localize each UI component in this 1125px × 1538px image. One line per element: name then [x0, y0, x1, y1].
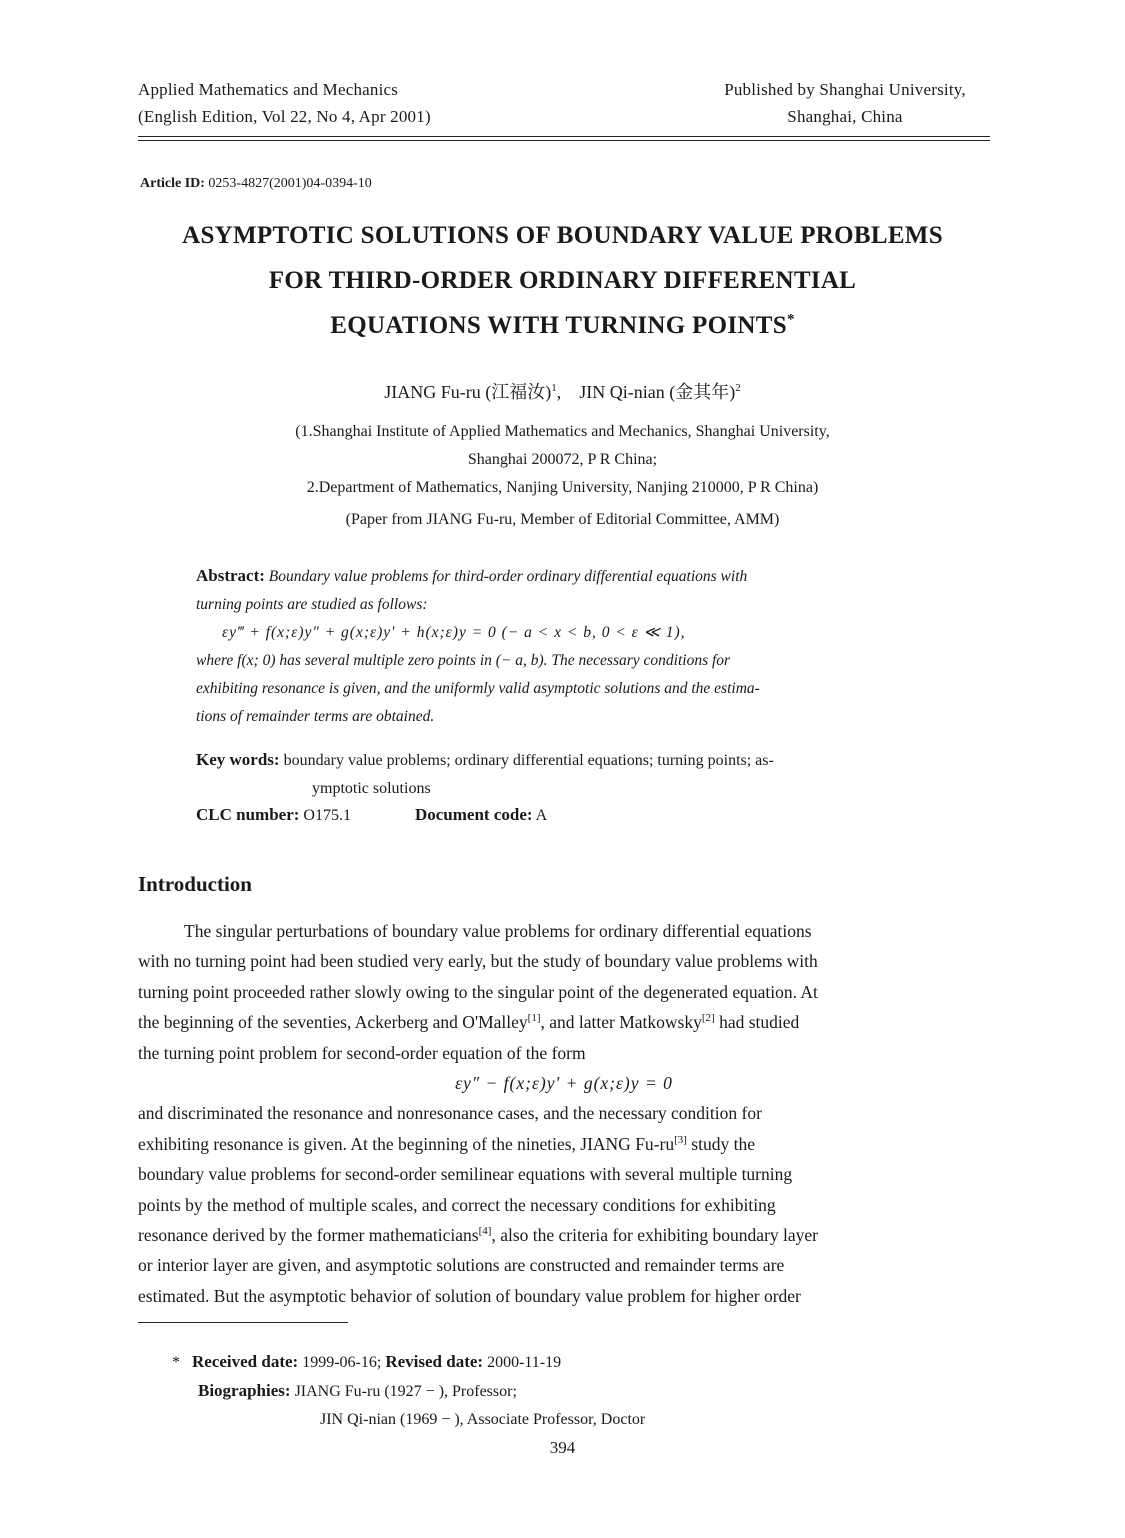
journal-edition: (English Edition, Vol 22, No 4, Apr 2001) — [138, 107, 431, 126]
keywords-line-2: ymptotic solutions — [312, 780, 431, 797]
body-line — [138, 1007, 990, 1037]
body-text: exhibiting resonance is given. At the beginning of the nineties, JIANG Fu-ru — [138, 1133, 675, 1154]
abstract-text-1: Boundary value problems for third-order ordinary differential equations with — [268, 568, 748, 585]
article-id — [140, 176, 372, 192]
abstract-label: Abstract: — [196, 566, 265, 585]
clc-label: CLC number: — [196, 805, 300, 824]
document-code-value: A — [535, 807, 548, 824]
affiliation-line-3: 2.Department of Mathematics, Nanjing University, Nanjing 210000, P R China) — [306, 479, 819, 496]
footnote-bio-1 — [172, 1377, 645, 1406]
article-id-label: Article ID: — [140, 176, 205, 191]
footnote — [172, 1348, 645, 1434]
body-text: resonance derived by the former mathematicians — [138, 1225, 479, 1246]
keywords — [196, 746, 936, 803]
body-line: and discriminated the resonance and nonresonance cases, and the necessary condition for — [138, 1103, 762, 1124]
body-text: , and latter Matkowsky — [540, 1012, 702, 1033]
publisher-header — [700, 76, 990, 130]
title-line-3-text: EQUATIONS WITH TURNING POINTS — [330, 312, 787, 339]
journal-header — [138, 76, 431, 130]
body-line: the turning point problem for second-order equation of the form — [138, 1042, 586, 1063]
article-id-value: 0253-4827(2001)04-0394-10 — [208, 176, 372, 191]
citation-ref-2[interactable]: [2] — [701, 1012, 715, 1025]
abstract-text-5: tions of remainder terms are obtained. — [196, 708, 435, 725]
abstract-line-4 — [196, 675, 936, 703]
received-label: Received date: — [192, 1352, 299, 1371]
body-line: boundary value problems for second-order semilinear equations with several multiple turning — [138, 1164, 793, 1185]
body-text: study the — [686, 1133, 755, 1154]
received-date: 1999-06-16; — [302, 1354, 382, 1371]
body-line: estimated. But the asymptotic behavior of solution of boundary value problem for higher order — [138, 1285, 801, 1306]
affiliation-line-1: (1.Shanghai Institute of Applied Mathematics and Mechanics, Shanghai University, — [295, 423, 830, 440]
footnote-dates — [172, 1348, 645, 1377]
title-line-1: ASYMPTOTIC SOLUTIONS OF BOUNDARY VALUE PROBLEMS — [182, 222, 943, 249]
journal-name: Applied Mathematics and Mechanics — [138, 80, 399, 99]
display-equation: εy″ − f(x;ε)y′ + g(x;ε)y = 0 — [455, 1073, 673, 1094]
paper-origin-note: (Paper from JIANG Fu-ru, Member of Editorial Committee, AMM) — [345, 511, 780, 528]
abstract-equation: εy‴ + f(x;ε)y″ + g(x;ε)y′ + h(x;ε)y = 0 (− a < x < b, 0 < ε ≪ 1), — [222, 624, 686, 641]
abstract-line-1 — [196, 562, 936, 591]
abstract-line-5 — [196, 703, 936, 731]
header-rule-bottom — [138, 140, 990, 141]
authors: JIANG Fu-ru (江福汝)$^1$, JIN Qi-nian (金其年)$^2$ — [384, 382, 741, 402]
title-line-3 — [100, 303, 1025, 348]
bio-2: JIN Qi-nian (1969 − ), Associate Professor, Doctor — [320, 1411, 646, 1428]
paper-title — [100, 213, 1025, 348]
body-text: had studied — [714, 1012, 800, 1033]
abstract-line-2 — [196, 591, 936, 619]
author-2: JIN Qi-nian (金其年) — [579, 382, 736, 402]
section-heading-introduction: Introduction — [138, 872, 252, 896]
abstract-line-3 — [196, 647, 936, 675]
footnote-rule — [138, 1322, 348, 1323]
body-text: , also the criteria for exhibiting boundary layer — [491, 1225, 819, 1246]
body-line — [138, 1129, 990, 1159]
classification — [196, 802, 547, 829]
author-2-sup: 2 — [735, 382, 741, 394]
abstract-text-2: turning points are studied as follows: — [196, 596, 428, 613]
abstract-text-4: exhibiting resonance is given, and the uniformly valid asymptotic solutions and the estima- — [196, 680, 760, 697]
footnote-star: * — [172, 1354, 180, 1371]
publisher-name: Published by Shanghai University, — [724, 80, 966, 99]
affiliations — [100, 418, 1025, 534]
keywords-text-1: boundary value problems; ordinary differential equations; turning points; as- — [283, 752, 774, 769]
citation-ref-1[interactable]: [1] — [527, 1012, 541, 1025]
abstract-text-3: where f(x; 0) has several multiple zero points in (− a, b). The necessary conditions for — [196, 652, 731, 669]
body-line: The singular perturbations of boundary value problems for ordinary differential equations — [184, 921, 812, 941]
body-line: with no turning point had been studied very early, but the study of boundary value problems with — [138, 951, 818, 972]
author-1-sup: 1 — [551, 382, 557, 394]
body-line — [138, 1220, 990, 1250]
clc-value: O175.1 — [303, 807, 351, 824]
biographies-label: Biographies: — [198, 1381, 291, 1400]
affiliation-line-2: Shanghai 200072, P R China; — [467, 451, 658, 468]
keywords-label: Key words: — [196, 750, 280, 769]
citation-ref-4[interactable]: [4] — [478, 1225, 492, 1238]
revised-date: 2000-11-19 — [487, 1354, 562, 1371]
bio-1: JIANG Fu-ru (1927 − ), Professor; — [294, 1383, 517, 1400]
author-1: JIANG Fu-ru (江福汝) — [384, 382, 552, 402]
document-code-label: Document code: — [414, 805, 533, 824]
body-line: or interior layer are given, and asymptotic solutions are constructed and remainder terms are — [138, 1255, 785, 1276]
page-number: 394 — [549, 1438, 576, 1457]
body-line: points by the method of multiple scales, and correct the necessary conditions for exhibiting — [138, 1194, 776, 1215]
title-line-2: FOR THIRD-ORDER ORDINARY DIFFERENTIAL — [268, 267, 857, 294]
abstract — [196, 562, 936, 731]
citation-ref-3[interactable]: [3] — [674, 1134, 687, 1147]
body-line: turning point proceeded rather slowly owing to the singular point of the degenerated equation. At — [138, 981, 818, 1002]
title-footnote-mark: * — [786, 311, 795, 328]
publisher-location: Shanghai, China — [787, 107, 903, 126]
keywords-line-1 — [196, 746, 936, 775]
header-rule-top — [138, 136, 990, 137]
revised-label: Revised date: — [385, 1352, 484, 1371]
body-text: the beginning of the seventies, Ackerberg and O'Malley — [138, 1012, 528, 1033]
introduction-body — [138, 916, 990, 1311]
